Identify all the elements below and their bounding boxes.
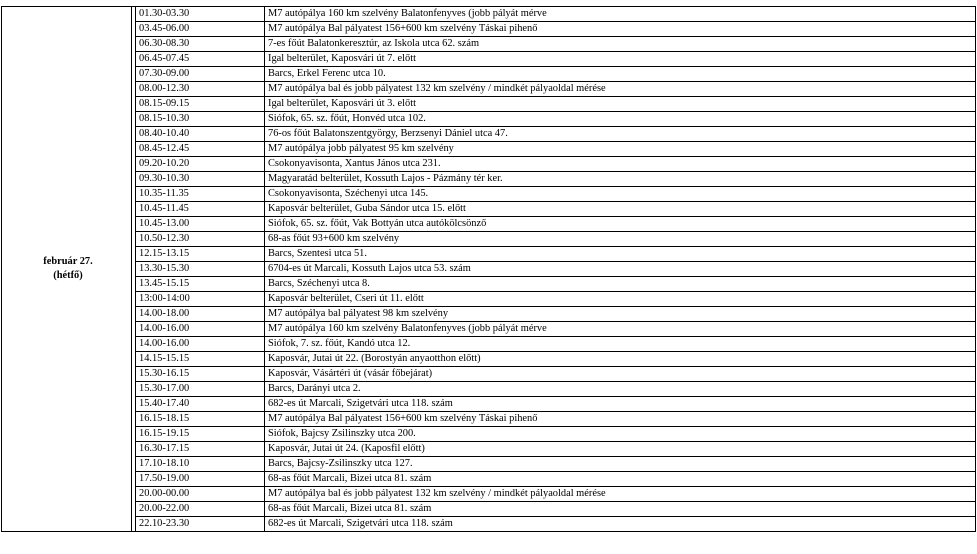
table-row (2, 382, 976, 397)
table-row (2, 442, 976, 457)
table-row (2, 112, 976, 127)
time-cell: 13.45-15.15 (136, 277, 265, 292)
location-cell: Igal belterület, Kaposvári út 3. előtt (265, 97, 976, 112)
table-row (2, 52, 976, 67)
time-cell: 14.00-18.00 (136, 307, 265, 322)
time-cell: 10.35-11.35 (136, 187, 265, 202)
location-cell: Kaposvár belterület, Cseri út 11. előtt (265, 292, 976, 307)
time-cell: 08.45-12.45 (136, 142, 265, 157)
time-cell: 10.45-11.45 (136, 202, 265, 217)
time-cell: 16.30-17.15 (136, 442, 265, 457)
location-cell: 682-es út Marcali, Szigetvári utca 118. szám (265, 397, 976, 412)
time-cell: 06.45-07.45 (136, 52, 265, 67)
location-cell: 68-as főút Marcali, Bizei utca 81. szám (265, 502, 976, 517)
table-row (2, 487, 976, 502)
table-row (2, 247, 976, 262)
location-cell: 76-os főút Balatonszentgyörgy, Berzsenyi Dániel utca 47. (265, 127, 976, 142)
location-cell: M7 autópálya 160 km szelvény Balatonfenyves (jobb pályát mérve (265, 322, 976, 337)
table-row (2, 472, 976, 487)
location-cell: Igal belterület, Kaposvári út 7. előtt (265, 52, 976, 67)
table-row (2, 7, 976, 22)
table-row (2, 172, 976, 187)
table-row (2, 277, 976, 292)
time-cell: 20.00-22.00 (136, 502, 265, 517)
location-cell: Kaposvár belterület, Guba Sándor utca 15. előtt (265, 202, 976, 217)
table-row (2, 517, 976, 532)
schedule-body (2, 7, 976, 532)
table-row (2, 262, 976, 277)
location-cell: 682-es út Marcali, Szigetvári utca 118. szám (265, 517, 976, 532)
location-cell: Csokonyavisonta, Széchenyi utca 145. (265, 187, 976, 202)
day-cell (2, 7, 132, 532)
time-cell: 07.30-09.00 (136, 67, 265, 82)
time-cell: 06.30-08.30 (136, 37, 265, 52)
table-row (2, 217, 976, 232)
table-row (2, 232, 976, 247)
time-cell: 01.30-03.30 (136, 7, 265, 22)
time-cell: 09.20-10.20 (136, 157, 265, 172)
time-cell: 14.00-16.00 (136, 322, 265, 337)
location-cell: 68-as főút Marcali, Bizei utca 81. szám (265, 472, 976, 487)
time-cell: 20.00-00.00 (136, 487, 265, 502)
time-cell: 16.15-18.15 (136, 412, 265, 427)
table-row (2, 157, 976, 172)
time-cell: 09.30-10.30 (136, 172, 265, 187)
location-cell: Barcs, Bajcsy-Zsilinszky utca 127. (265, 457, 976, 472)
time-cell: 14.15-15.15 (136, 352, 265, 367)
location-cell: 6704-es út Marcali, Kossuth Lajos utca 53. szám (265, 262, 976, 277)
location-cell: 68-as főút 93+600 km szelvény (265, 232, 976, 247)
table-row (2, 22, 976, 37)
location-cell: Kaposvár, Vásártéri út (vásár főbejárat) (265, 367, 976, 382)
table-row (2, 457, 976, 472)
time-cell: 12.15-13.15 (136, 247, 265, 262)
time-cell: 15.30-16.15 (136, 367, 265, 382)
location-cell: Barcs, Darányi utca 2. (265, 382, 976, 397)
time-cell: 15.40-17.40 (136, 397, 265, 412)
table-row (2, 367, 976, 382)
location-cell: M7 autópálya jobb pályatest 95 km szelvény (265, 142, 976, 157)
table-row (2, 37, 976, 52)
time-cell: 08.40-10.40 (136, 127, 265, 142)
location-cell: 7-es főút Balatonkeresztúr, az Iskola utca 62. szám (265, 37, 976, 52)
table-row (2, 337, 976, 352)
location-cell: Kaposvár, Jutai út 22. (Borostyán anyaotthon előtt) (265, 352, 976, 367)
time-cell: 14.00-16.00 (136, 337, 265, 352)
table-row (2, 322, 976, 337)
table-row (2, 127, 976, 142)
location-cell: M7 autópálya bal és jobb pályatest 132 km szelvény / mindkét pályaoldal mérése (265, 82, 976, 97)
time-cell: 08.15-09.15 (136, 97, 265, 112)
time-cell: 17.50-19.00 (136, 472, 265, 487)
table-row (2, 97, 976, 112)
table-row (2, 427, 976, 442)
schedule-table (1, 6, 976, 532)
location-cell: Kaposvár, Jutai út 24. (Kaposfil előtt) (265, 442, 976, 457)
table-row (2, 307, 976, 322)
time-cell: 08.15-10.30 (136, 112, 265, 127)
time-cell: 15.30-17.00 (136, 382, 265, 397)
time-cell: 10.45-13.00 (136, 217, 265, 232)
time-cell: 16.15-19.15 (136, 427, 265, 442)
table-row (2, 187, 976, 202)
location-cell: Siófok, 7. sz. főút, Kandó utca 12. (265, 337, 976, 352)
time-cell: 03.45-06.00 (136, 22, 265, 37)
table-row (2, 142, 976, 157)
table-row (2, 202, 976, 217)
time-cell: 17.10-18.10 (136, 457, 265, 472)
location-cell: Siófok, 65. sz. főút, Vak Bottyán utca autókölcsönző (265, 217, 976, 232)
location-cell: Csokonyavisonta, Xantus János utca 231. (265, 157, 976, 172)
location-cell: M7 autópálya bal és jobb pályatest 132 km szelvény / mindkét pályaoldal mérése (265, 487, 976, 502)
day-weekday: (hétfő) (53, 270, 83, 281)
location-cell: Siófok, Bajcsy Zsilinszky utca 200. (265, 427, 976, 442)
table-row (2, 502, 976, 517)
location-cell: Barcs, Szentesi utca 51. (265, 247, 976, 262)
table-row (2, 352, 976, 367)
time-cell: 22.10-23.30 (136, 517, 265, 532)
time-cell: 13:00-14:00 (136, 292, 265, 307)
table-row (2, 412, 976, 427)
location-cell: Magyaratád belterület, Kossuth Lajos - Pázmány tér ker. (265, 172, 976, 187)
time-cell: 08.00-12.30 (136, 82, 265, 97)
location-cell: M7 autópálya 160 km szelvény Balatonfenyves (jobb pályát mérve (265, 7, 976, 22)
location-cell: M7 autópálya bal pályatest 98 km szelvény (265, 307, 976, 322)
time-cell: 10.50-12.30 (136, 232, 265, 247)
time-cell: 13.30-15.30 (136, 262, 265, 277)
location-cell: Barcs, Széchenyi utca 8. (265, 277, 976, 292)
location-cell: M7 autópálya Bal pályatest 156+600 km szelvény Táskai pihenő (265, 22, 976, 37)
table-row (2, 397, 976, 412)
table-row (2, 292, 976, 307)
table-row (2, 67, 976, 82)
day-date: február 27. (43, 256, 93, 267)
location-cell: Siófok, 65. sz. főút, Honvéd utca 102. (265, 112, 976, 127)
location-cell: M7 autópálya Bal pályatest 156+600 km szelvény Táskai pihenő (265, 412, 976, 427)
table-row (2, 82, 976, 97)
location-cell: Barcs, Erkel Ferenc utca 10. (265, 67, 976, 82)
